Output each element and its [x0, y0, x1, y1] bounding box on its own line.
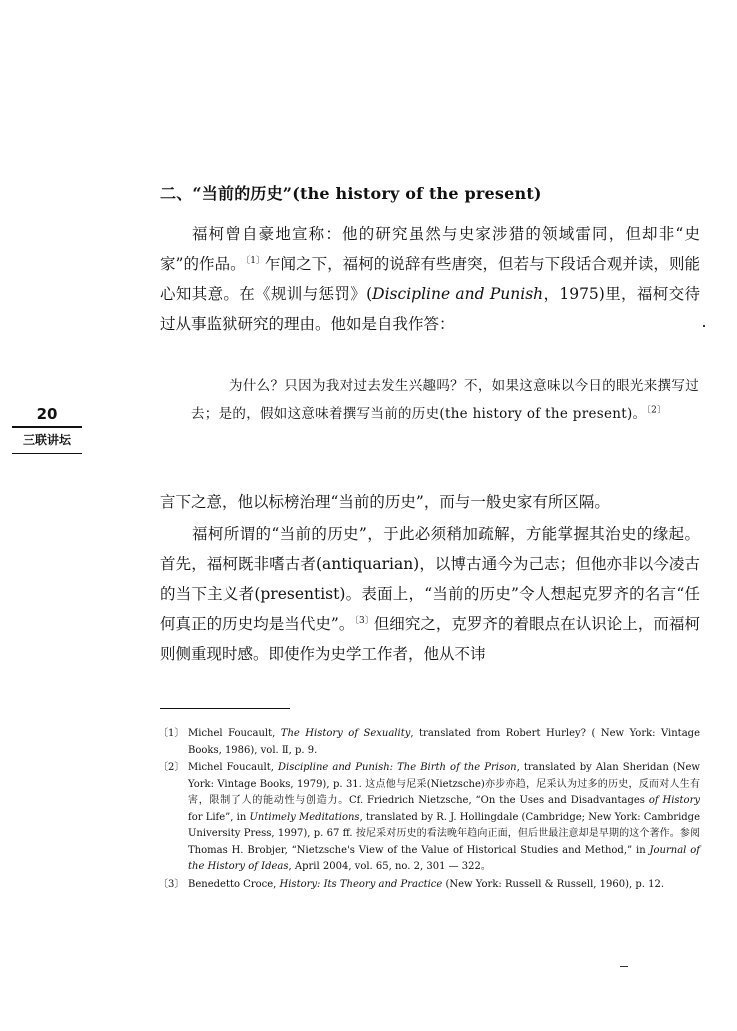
footnote-text: [188, 726, 700, 759]
footnote-italic-title: of History: [648, 795, 700, 806]
footnote-ref-3[interactable]: 〔3〕: [354, 615, 374, 626]
footnote-label: 〔2〕: [158, 762, 185, 773]
footnote-ref-2[interactable]: 〔2〕: [646, 405, 667, 416]
book-title-discipline-and-punish: Discipline and Punish: [372, 285, 544, 303]
footnote-text-run: Benedetto Croce,: [188, 878, 280, 890]
footnote-italic-title: Journal of the History of Ideas: [188, 844, 700, 872]
footnote-text: [188, 877, 700, 894]
footnote-text-run: Michel Foucault,: [188, 728, 281, 739]
footnote-divider: [160, 708, 290, 709]
footnote-italic-title: History: Its Theory and Practice: [279, 878, 443, 890]
print-speck: [620, 966, 628, 967]
sidebar-rule-bottom: [12, 453, 82, 454]
footnote-1: [158, 726, 700, 759]
footnote-text-run: , April 2004, vol. 65, no. 2, 301 — 322。: [288, 861, 491, 872]
footnote-text: [188, 760, 700, 876]
page-number: 20: [36, 405, 58, 423]
series-name: 三联讲坛: [22, 433, 71, 447]
sidebar-rule-top: [12, 426, 82, 428]
footnote-3: [158, 877, 700, 894]
footnotes-list: [158, 726, 700, 894]
paragraph-1-text-b: 乍闻之下，福柯的说辞有些唐突，但若与下段话合观并读，则能心知其意。在《规训与惩罚》(: [160, 255, 700, 303]
paragraph-1-text-c: ，1975)里，福柯交待过从事监狱研究的理由。他如是自我作答：: [160, 285, 700, 333]
footnote-text-run: , translated by Alan Sheridan (New York: Vintage Books, 1979), p. 31. 这点他与尼采(Nietzsche)亦步亦趋，尼采认为过多的历史，反而对人生有害，限制了人的能动性与创造力。Cf. Friedrich Nietzsche, “On the Uses and Disadvantages: [188, 762, 700, 806]
footnote-2: [158, 760, 700, 876]
section-heading: 二、“当前的历史”(the history of the present): [160, 184, 542, 203]
footnote-italic-title: Untimely Meditations: [249, 811, 360, 823]
block-quote-text: 为什么？只因为我对过去发生兴趣吗？不，如果这意味以今日的眼光来撰写过去；是的，假如这意味着撰写当前的历史(the history of the present)。: [191, 378, 699, 422]
footnote-text-run: for Life”, in: [188, 811, 250, 823]
block-quote: [191, 372, 699, 428]
paragraph-3: [160, 519, 700, 669]
paragraph-1-text-a: 福柯曾自豪地宣称：他的研究虽然与史家涉猎的领域雷同，但却非“史家”的作品。: [160, 225, 700, 273]
print-speck: [703, 325, 705, 327]
footnote-ref-1[interactable]: 〔1〕: [245, 255, 265, 266]
paragraph-3-text-a: 福柯所谓的“当前的历史”，于此必须稍加疏解，方能掌握其治史的缘起。首先，福柯既非嗜古者(antiquarian)，以博古通今为己志；但他亦非以今凌古的当下主义者(presentist)。表面上，“当前的历史”令人想起克罗齐的名言“任何真正的历史均是当代史”。: [160, 525, 700, 633]
paragraph-2: 言下之意，他以标榜治理“当前的历史”，而与一般史家有所区隔。: [160, 493, 610, 511]
footnote-text-run: Michel Foucault,: [188, 762, 278, 773]
footnote-italic-title: The History of Sexuality: [280, 728, 411, 739]
footnote-text-run: (New York: Russell & Russell, 1960), p. 12.: [442, 878, 665, 890]
paragraph-3-text-b: 但细究之，克罗齐的着眼点在认识论上，而福柯则侧重现时感。即使作为史学工作者，他从不讳: [160, 615, 700, 663]
footnote-label: 〔3〕: [158, 878, 185, 890]
paragraph-1: [160, 219, 700, 339]
footnote-text-run: , translated from Robert Hurley? ( New York: Vintage Books, 1986), vol. Ⅱ, p. 9.: [188, 728, 700, 756]
footnote-italic-title: Discipline and Punish: The Birth of the Prison: [278, 762, 517, 773]
footnote-text-run: , translated by R. J. Hollingdale (Cambridge; New York: Cambridge University Press, 1997), p. 67 ff. 按尼采对历史的看法晚年趋向正面，但后世最注意却是早期的这个著作。参阅 Thomas H. Brobjer, “Nietzsche's View of the Value of Historical Studies and Method,” in: [188, 811, 700, 856]
footnote-label: 〔1〕: [158, 728, 185, 739]
